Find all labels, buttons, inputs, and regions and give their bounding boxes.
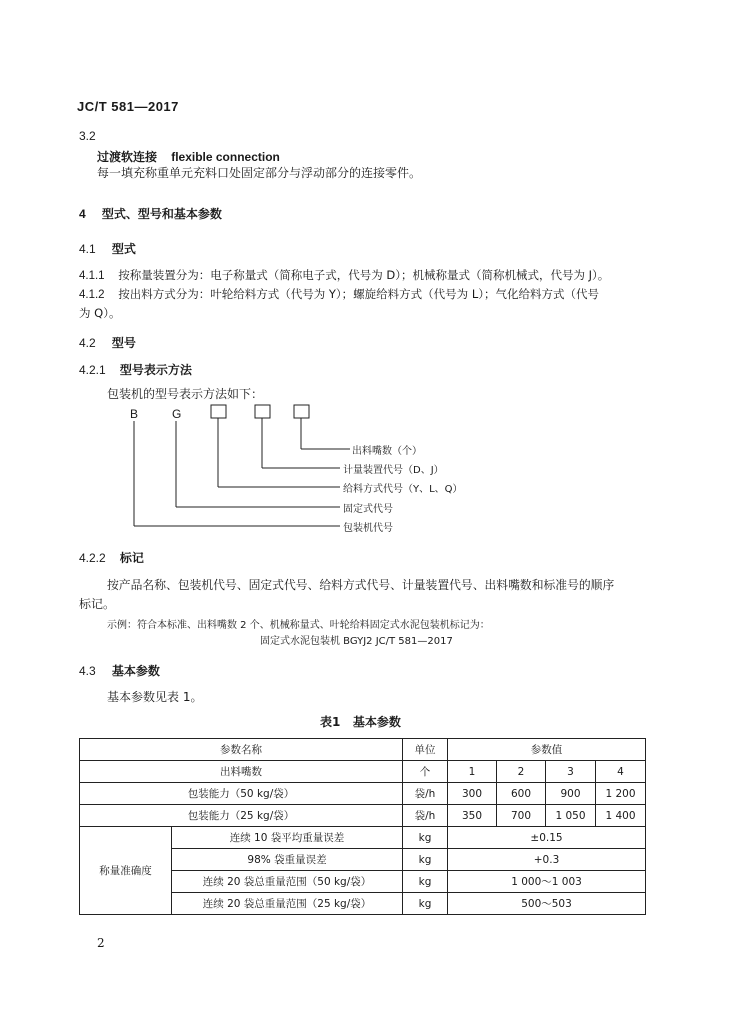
clause-4-2-1-title: 型号表示方法 [119,363,192,377]
row-name: 包装能力（25 kg/袋） [80,805,403,827]
term-definition: 每一填充称重单元充料口处固定部分与浮动部分的连接零件。 [97,166,422,180]
model-letter-g: G [172,407,182,421]
section-4-3-number: 4.3 [79,664,96,678]
cell-value: 1 050 [546,805,596,827]
cell-value: 900 [546,783,596,805]
label-feed-mode: 给料方式代号（Y、L、Q） [343,484,463,495]
label-fixed-type: 固定式代号 [343,504,393,515]
cell-value: ±0.15 [448,827,646,849]
row-name: 连续 10 袋平均重量误差 [172,827,403,849]
row-unit: kg [403,827,448,849]
row-unit: kg [403,893,448,915]
table-row [80,827,646,849]
clause-4-1-2-text: 按出料方式分为：叶轮给料方式（代号为 Y）；螺旋给料方式（代号为 L）；气化给料方式（代号 [118,287,599,301]
section-4-heading [79,205,222,222]
clause-4-1-2-number: 4.1.2 [79,289,105,301]
header-unit: 单位 [403,739,448,761]
model-letter-b: B [130,407,139,421]
clause-4-2-1-heading [79,361,192,378]
term-english: flexible connection [171,150,280,164]
marking-example: 示例：符合本标准、出料嘴数 2 个、机械称量式、叶轮给料固定式水泥包装机标记为： [107,620,490,631]
cell-value: 700 [497,805,546,827]
section-4-1-heading [79,240,136,257]
cell-value: 4 [596,761,646,783]
clause-4-2-2-heading [79,549,144,566]
row-unit: 个 [403,761,448,783]
row-unit: 袋/h [403,805,448,827]
marking-text-continued: 标记。 [79,597,116,611]
basic-parameters-table [79,738,646,915]
clause-4-2-2-number: 4.2.2 [79,551,106,565]
term-heading [97,148,280,165]
row-name: 出料嘴数 [80,761,403,783]
table-row [80,783,646,805]
box-feed-mode [211,405,226,418]
marking-text: 按产品名称、包装机代号、固定式代号、给料方式代号、计量装置代号、出料嘴数和标准号的顺序 [107,578,615,592]
cell-value: 1 200 [596,783,646,805]
row-name: 98% 袋重量误差 [172,849,403,871]
cell-value: 1 400 [596,805,646,827]
label-packer: 包装机代号 [343,523,393,534]
accuracy-group-label: 称量准确度 [80,827,172,915]
row-name: 连续 20 袋总重量范围（25 kg/袋） [172,893,403,915]
clause-4-1-1-text: 按称量装置分为：电子称量式（简称电子式，代号为 D）；机械称量式（简称机械式，代号为 J）。 [118,268,610,282]
box-spout-count [294,405,309,418]
marking-example-mark: 固定式水泥包装机 BGYJ2 JC/T 581—2017 [260,636,453,647]
cell-value: 350 [448,805,497,827]
section-4-1-title: 型式 [111,242,136,256]
cell-value: 500～503 [448,893,646,915]
table-row [80,761,646,783]
row-unit: kg [403,849,448,871]
box-weighing-device [255,405,270,418]
cell-value: 1 [448,761,497,783]
clause-4-1-2 [79,285,599,304]
row-unit: kg [403,871,448,893]
label-spout-count: 出料嘴数（个） [352,446,422,457]
table-reference: 基本参数见表 1。 [107,690,203,704]
clause-4-2-1-number: 4.2.1 [79,363,106,377]
clause-4-1-1-number: 4.1.1 [79,270,105,282]
standard-code: JC/T 581—2017 [77,99,179,114]
section-4-3-title: 基本参数 [111,664,160,678]
row-unit: 袋/h [403,783,448,805]
page-number: 2 [97,936,105,950]
section-4-title: 型式、型号和基本参数 [101,207,222,221]
cell-value: 3 [546,761,596,783]
cell-value: 2 [497,761,546,783]
section-3-2-number: 3.2 [79,129,96,143]
table-caption: 表1 基本参数 [320,715,401,729]
cell-value: +0.3 [448,849,646,871]
table-header-row [80,739,646,761]
row-name: 包装能力（50 kg/袋） [80,783,403,805]
table-row [80,805,646,827]
cell-value: 600 [497,783,546,805]
section-4-2-title: 型号 [111,336,136,350]
term-chinese: 过渡软连接 [97,150,158,164]
label-weighing-device: 计量装置代号（D、J） [343,465,444,476]
section-4-2-heading [79,334,136,351]
section-4-1-number: 4.1 [79,242,96,256]
cell-value: 300 [448,783,497,805]
row-name: 连续 20 袋总重量范围（50 kg/袋） [172,871,403,893]
clause-4-1-1 [79,266,609,285]
header-value: 参数值 [448,739,646,761]
clause-4-2-2-title: 标记 [119,551,144,565]
section-4-number: 4 [79,207,86,221]
clause-4-1-2-continued: 为 Q）。 [79,306,121,320]
cell-value: 1 000～1 003 [448,871,646,893]
section-4-3-heading [79,662,160,679]
header-param-name: 参数名称 [80,739,403,761]
section-4-2-number: 4.2 [79,336,96,350]
model-intro: 包装机的型号表示方法如下： [107,387,264,401]
